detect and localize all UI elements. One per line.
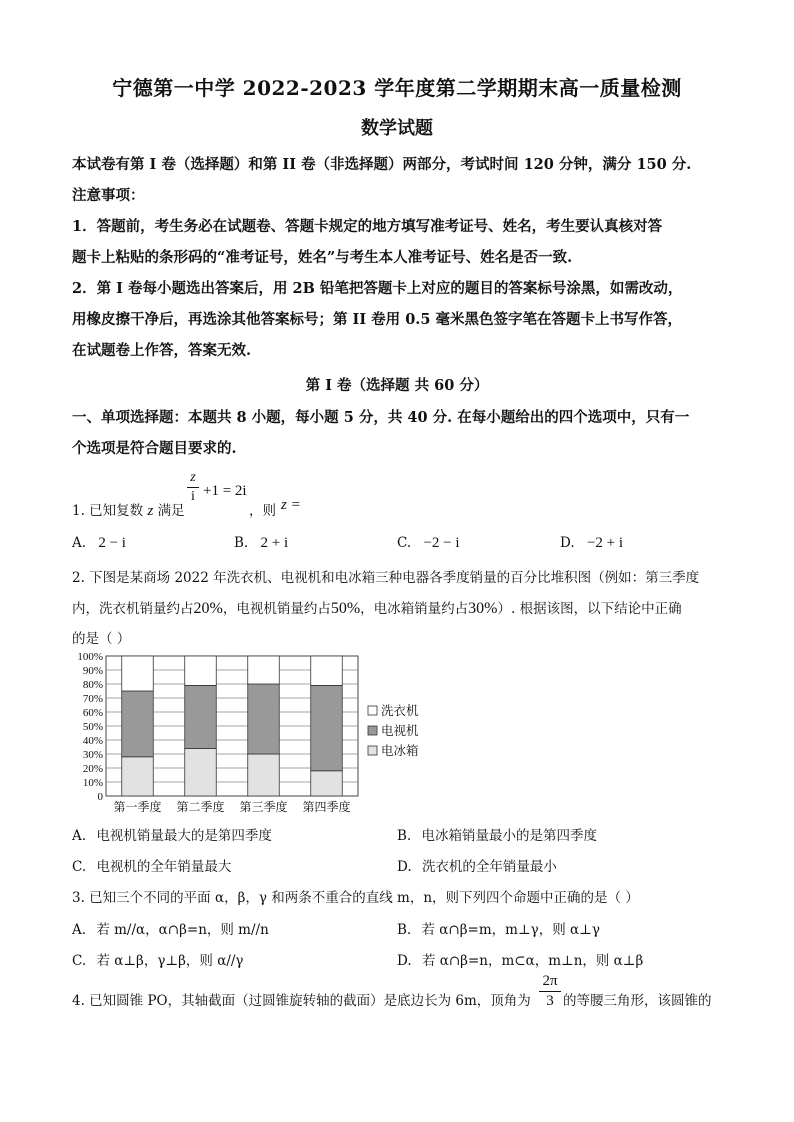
q2-option-b[interactable] [397,824,597,844]
q1-option-a-text: 2 − i [98,535,126,551]
legend-swatch [368,746,377,755]
x-tick-label: 第一季度 [113,800,162,814]
q1-option-d-label: D. [560,535,575,551]
exam-title: 宁德第一中学 2022-2023 学年度第二学期期末高一质量检测 [112,76,682,100]
q1-stem [72,499,185,520]
bar-segment [122,656,154,691]
q2-option-c[interactable] [72,855,231,875]
q2-line2-b: ，电视机销量约占 [222,601,331,617]
notice-item-2-line-2: 用橡皮擦干净后，再选涂其他答案标号；第 II 卷用 0.5 毫米黑色签字笔在答题卡上书写作答， [72,311,682,328]
q2-option-c-label: C. [72,859,87,875]
bar-segment [311,656,343,685]
q4-frac-numerator: 2π [542,973,558,989]
q3-option-a-text: 若 m//α，α∩β=n，则 m//n [96,922,269,938]
q1-fraction [187,470,199,505]
q2-option-b-text: 电冰箱销量最小的是第四季度 [421,828,598,844]
q3-option-c-label: C. [72,953,87,969]
q1-option-c-text: −2 − i [423,535,460,551]
q1-option-d-text: −2 + i [586,535,624,551]
q2-line2-a: 内，洗衣机销量约占 [72,601,194,617]
q1-frac-numerator: z [190,470,196,485]
q4-frac-denominator: 3 [546,993,554,1009]
q2-option-a[interactable] [72,824,272,844]
x-tick-label: 第三季度 [239,800,288,814]
q2-value-50: 50% [330,600,361,617]
bar-segment [311,771,343,796]
bar-segment [185,748,217,796]
q2-line2-d: ）. 根据该图，以下结论中正确 [497,601,682,617]
y-tick-label: 80% [82,679,103,691]
legend-label: 电冰箱 [381,744,419,758]
q3-option-b-label: B. [397,922,412,938]
q1-option-b[interactable] [234,535,288,552]
q2-stem-line-2 [72,597,682,618]
q4-fraction [539,973,561,1010]
q3-option-d-text: 若 α∩β=n，m⊂α，m⊥n，则 α⊥β [421,953,644,969]
bar-segment [248,684,280,754]
part-instruction-line-2: 个选项是符合题目要求的. [72,440,237,457]
q3-option-a[interactable] [72,918,269,938]
q3-stem: 3. 已知三个不同的平面 α，β，γ 和两条不重合的直线 m，n，则下列四个命题中正确的是（ ） [72,890,639,906]
legend-label: 洗衣机 [381,704,419,718]
legend-swatch [368,726,377,735]
legend-label: 电视机 [381,724,419,738]
notice-item-1-line-1: 1．答题前，考生务必在试题卷、答题卡规定的地方填写准考证号、姓名，考生要认真核对答 [72,218,663,235]
y-tick-label: 0 [97,791,103,803]
notice-heading: 注意事项： [72,187,145,204]
q2-option-c-text: 电视机的全年销量最大 [96,859,232,875]
q4-stem-suffix: 的等腰三角形，该圆锥的 [563,993,712,1009]
q1-option-a[interactable] [72,535,126,552]
bar-segment [185,656,217,685]
q1-prefix: 1. 已知复数 [72,503,144,519]
q2-option-d-text: 洗衣机的全年销量最小 [421,859,557,875]
y-tick-label: 10% [82,777,103,789]
q1-option-c[interactable] [397,535,460,552]
legend-swatch [368,706,377,715]
x-tick-label: 第二季度 [176,800,225,814]
bar-segment [185,685,217,748]
q2-value-20: 20% [193,600,223,617]
y-tick-label: 50% [82,721,103,733]
q2-option-a-text: 电视机销量最大的是第四季度 [96,828,272,844]
q1-option-a-label: A. [72,535,87,551]
q2-stem-line-1: 2. 下图是某商场 2022 年洗衣机、电视机和电冰箱三种电器各季度销量的百分比堆积图（例如：第三季度 [72,570,700,586]
y-tick-label: 100% [77,651,103,663]
q3-option-c[interactable] [72,949,244,969]
q1-equation-rest: +1 = 2i [203,483,247,499]
y-tick-label: 90% [82,665,103,677]
q2-value-30: 30% [468,600,498,617]
y-tick-label: 70% [82,693,103,705]
q1-var-z: z [147,503,154,519]
bar-segment [248,754,280,796]
bar-segment [311,685,343,770]
q3-option-a-label: A. [72,922,87,938]
part-instruction-line-1: 一、单项选择题：本题共 8 小题，每小题 5 分，共 40 分. 在每小题给出的四个选项中，只有一 [72,409,690,426]
q2-option-b-label: B. [397,828,412,844]
q1-option-b-text: 2 + i [260,535,289,551]
q3-option-c-text: 若 α⊥β，γ⊥β，则 α//γ [96,953,244,969]
q1-option-d[interactable] [560,535,623,552]
q1-option-c-label: C. [397,535,412,551]
q1-option-b-label: B. [234,535,249,551]
q2-option-d[interactable] [397,855,557,875]
q1-mid: 满足 [157,503,185,519]
q1-frac-denominator: i [191,489,195,504]
notice-item-2-line-3: 在试题卷上作答，答案无效. [72,342,252,359]
bar-segment [248,656,280,684]
q3-option-b-text: 若 α∩β=m，m⊥γ，则 α⊥γ [421,922,600,938]
notice-item-2-line-1: 2．第 I 卷每小题选出答案后，用 2B 铅笔把答题卡上对应的题目的答案标号涂黑，如需改动， [72,280,683,297]
q1-tail: z = [281,497,301,513]
intro-line: 本试卷有第 I 卷（选择题）和第 II 卷（非选择题）两部分，考试时间 120 分钟，满分 150 分. [72,156,692,173]
q3-option-d-label: D. [397,953,412,969]
stacked-bar-chart [66,648,436,820]
exam-subtitle: 数学试题 [361,118,433,139]
bar-segment [122,691,154,757]
q2-stem-line-3: 的是（ ） [72,631,131,647]
y-tick-label: 30% [82,749,103,761]
q1-suffix: ，则 [249,503,276,519]
y-tick-label: 40% [82,735,103,747]
q4-stem-prefix: 4. 已知圆锥 PO，其轴截面（过圆锥旋转轴的截面）是底边长为 6m，顶角为 [72,993,531,1009]
x-tick-label: 第四季度 [302,800,351,814]
q2-line2-c: ，电冰箱销量约占 [360,601,469,617]
notice-item-1-line-2: 题卡上粘贴的条形码的“准考证号，姓名”与考生本人准考证号、姓名是否一致. [72,249,573,266]
y-tick-label: 60% [82,707,103,719]
bar-segment [122,757,154,796]
q3-option-d[interactable] [397,949,643,969]
section-heading: 第 I 卷（选择题 共 60 分） [305,377,489,394]
q2-option-d-label: D. [397,859,412,875]
q3-option-b[interactable] [397,918,600,938]
q2-option-a-label: A. [72,828,87,844]
y-tick-label: 20% [82,763,103,775]
